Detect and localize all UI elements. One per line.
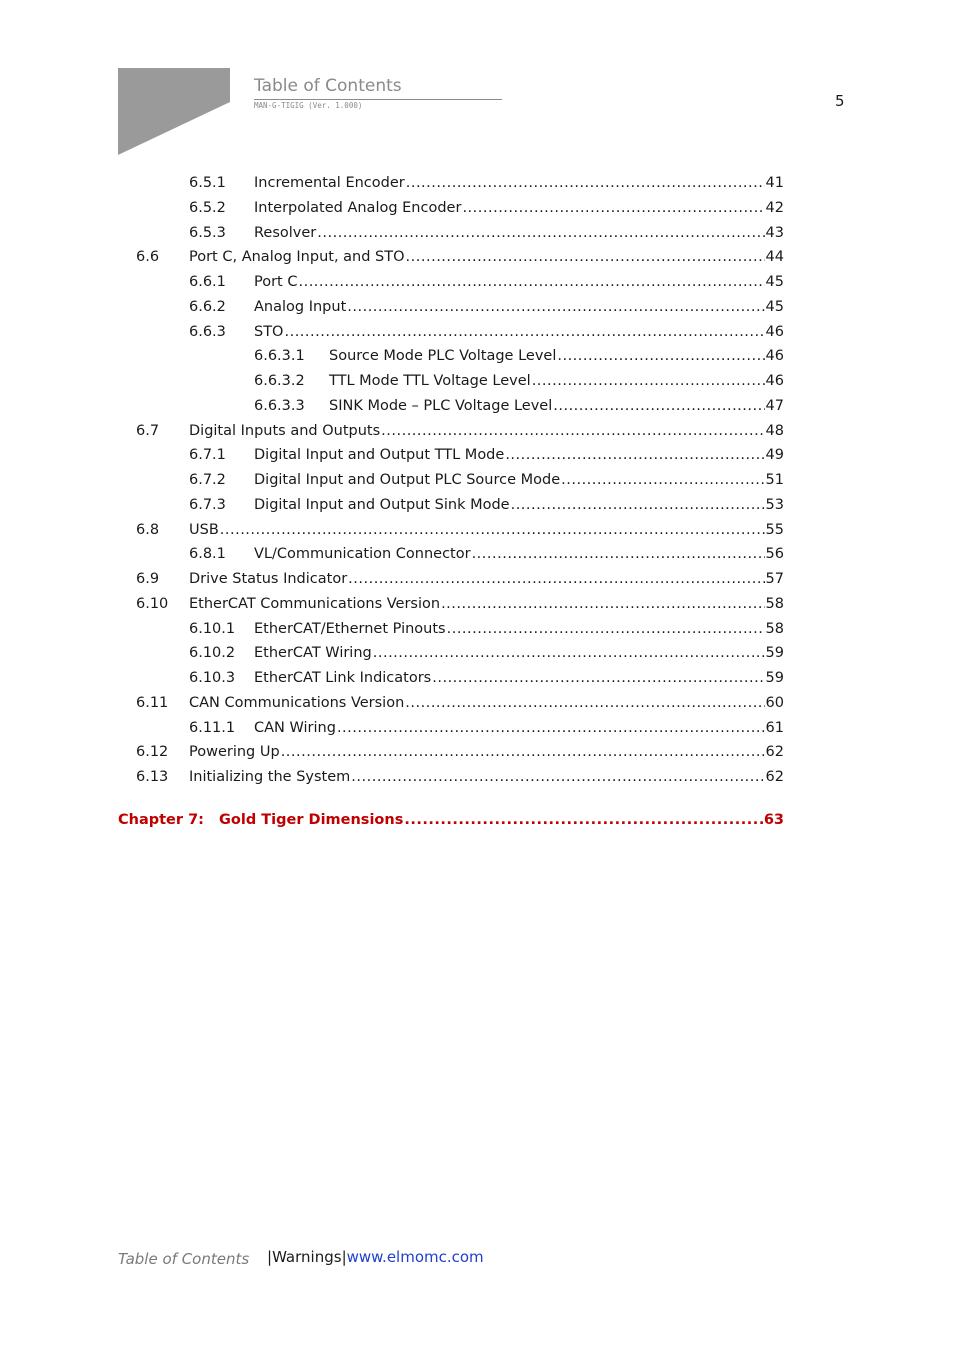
toc-entry-title: EtherCAT Wiring [254, 645, 372, 662]
toc-entry-page: 60 [765, 694, 784, 711]
dot-leader [317, 223, 764, 243]
toc-entry-title: Resolver [254, 224, 317, 241]
toc-entry-title: Digital Inputs and Outputs [189, 422, 381, 439]
dot-leader [441, 594, 764, 614]
page-number: 5 [835, 92, 845, 110]
toc-entry-page: 56 [765, 546, 784, 563]
toc-entry-number: 6.11.1 [189, 719, 236, 736]
toc-entry-number: 6.10.3 [189, 670, 236, 686]
chapter-title: Gold Tiger Dimensions [219, 812, 404, 828]
dot-leader [432, 668, 764, 688]
footer-warnings: Warnings [272, 1248, 342, 1266]
toc-entry-number: 6.6.1 [189, 274, 226, 290]
toc-entry-number: 6.10.2 [189, 645, 236, 662]
toc-entry-number: 6.6.3.3 [254, 397, 305, 414]
dot-leader [462, 198, 764, 218]
toc-entry-number: 6.6 [136, 249, 160, 266]
toc-entry-number: 6.13 [136, 769, 169, 785]
dot-leader [373, 643, 765, 663]
toc-entry-page: 58 [765, 595, 784, 612]
toc-entry-title: Port C [254, 274, 298, 290]
dot-leader [472, 544, 765, 564]
toc-entry-title: Digital Input and Output PLC Source Mode [254, 472, 561, 488]
toc-entry-title: Drive Status Indicator [189, 571, 348, 587]
toc-entry-title: EtherCAT/Ethernet Pinouts [254, 620, 446, 637]
toc-entry-page: 57 [765, 571, 784, 587]
toc-entry-page: 61 [765, 719, 784, 736]
toc-entry-title: CAN Communications Version [189, 694, 405, 711]
toc-entry-number: 6.8 [136, 521, 160, 538]
toc-entry-number: 6.6.3.1 [254, 348, 305, 365]
toc-entry-title: Source Mode PLC Voltage Level [329, 348, 557, 365]
toc-entry-page: 41 [765, 175, 784, 191]
dot-leader [406, 247, 765, 267]
toc-entry-title: Powering Up [189, 744, 280, 761]
toc-entry-title: Analog Input [254, 298, 347, 315]
toc-entry-title: Initializing the System [189, 769, 351, 785]
toc-entry-number: 6.7.1 [189, 447, 226, 464]
toc-entry-page: 53 [765, 496, 784, 513]
dot-leader [351, 767, 764, 787]
toc-entry-page: 55 [765, 521, 784, 538]
toc-entry-page: 51 [765, 472, 784, 488]
dot-leader [337, 718, 765, 738]
toc-entry-number: 6.12 [136, 744, 169, 761]
toc-entry-title: EtherCAT Communications Version [189, 595, 441, 612]
toc-entry-title: TTL Mode TTL Voltage Level [329, 373, 531, 389]
toc-entry-title: Port C, Analog Input, and STO [189, 249, 405, 266]
toc-entry-title: SINK Mode – PLC Voltage Level [329, 397, 553, 414]
dot-leader [553, 396, 764, 416]
toc-entry-title: CAN Wiring [254, 719, 336, 736]
dot-leader [561, 470, 764, 490]
toc-entry-number: 6.10.1 [189, 620, 236, 637]
dot-leader [348, 569, 764, 589]
toc-entry-page: 45 [765, 274, 784, 290]
toc-entry-title: Interpolated Analog Encoder [254, 199, 462, 216]
website-link[interactable]: www.elmomc.com [346, 1248, 484, 1266]
toc-entry-page: 44 [765, 249, 784, 266]
footer-links [267, 1248, 484, 1266]
dot-leader [347, 297, 764, 317]
dot-leader [404, 810, 762, 830]
toc-entry-number: 6.8.1 [189, 546, 226, 563]
toc-entry-number: 6.7.2 [189, 472, 226, 488]
dot-leader [557, 346, 764, 366]
dot-leader [532, 371, 765, 391]
toc-entry-title: Incremental Encoder [254, 175, 405, 191]
dot-leader [406, 173, 765, 193]
dot-leader [381, 421, 764, 441]
toc-entry-page: 59 [765, 670, 784, 686]
document-code: MAN-G-TIGIG (Ver. 1.000) [254, 101, 363, 110]
toc-entry-title: Digital Input and Output TTL Mode [254, 447, 505, 464]
toc-entry-page: 58 [765, 620, 784, 637]
toc-entry-page: 45 [765, 298, 784, 315]
dot-leader [505, 445, 764, 465]
toc-entry-title: VL/Communication Connector [254, 546, 471, 563]
toc-entry-page: 42 [765, 199, 784, 216]
toc-entry-number: 6.5.1 [189, 175, 226, 191]
toc-entry-title: USB [189, 521, 219, 538]
toc-entry-page: 62 [765, 769, 784, 785]
footer-section-title: Table of Contents [118, 1250, 250, 1268]
footer-separator: | [341, 1248, 347, 1266]
toc-entry-number: 6.6.3 [189, 323, 226, 340]
dot-leader [281, 742, 765, 762]
toc-entry-number: 6.11 [136, 694, 169, 711]
toc-entry-title: Digital Input and Output Sink Mode [254, 496, 510, 513]
toc-entry-number: 6.6.2 [189, 298, 226, 315]
toc-entry-number: 6.9 [136, 571, 160, 587]
toc-entry-number: 6.5.3 [189, 224, 226, 241]
dot-leader [511, 495, 765, 515]
toc-entry-title: STO [254, 323, 284, 340]
toc-entry-page: 62 [765, 744, 784, 761]
toc-entry-number: 6.7.3 [189, 496, 226, 513]
toc-entry-title: EtherCAT Link Indicators [254, 670, 432, 686]
chapter-page: 63 [763, 812, 784, 828]
toc-entry-number: 6.6.3.2 [254, 373, 305, 389]
dot-leader [447, 619, 765, 639]
dot-leader [220, 520, 765, 540]
dot-leader [284, 322, 764, 342]
toc-entry-number: 6.10 [136, 595, 169, 612]
header-title: Table of Contents [254, 76, 402, 96]
dot-leader [405, 693, 764, 713]
toc-entry-page: 59 [765, 645, 784, 662]
header-rule [254, 99, 502, 100]
chapter-number: Chapter 7: [118, 812, 204, 828]
toc-entry-number: 6.7 [136, 422, 160, 439]
toc-entry-page: 49 [765, 447, 784, 464]
toc-entry-page: 48 [765, 422, 784, 439]
dot-leader [298, 272, 764, 292]
toc-entry-page: 43 [765, 224, 784, 241]
toc-entry-page: 46 [765, 323, 784, 340]
logo-shape [118, 68, 230, 155]
toc-entry-number: 6.5.2 [189, 199, 226, 216]
toc-entry-page: 46 [765, 348, 784, 365]
toc-entry-page: 47 [765, 397, 784, 414]
toc-entry-page: 46 [765, 373, 784, 389]
footer-separator: | [267, 1248, 273, 1266]
